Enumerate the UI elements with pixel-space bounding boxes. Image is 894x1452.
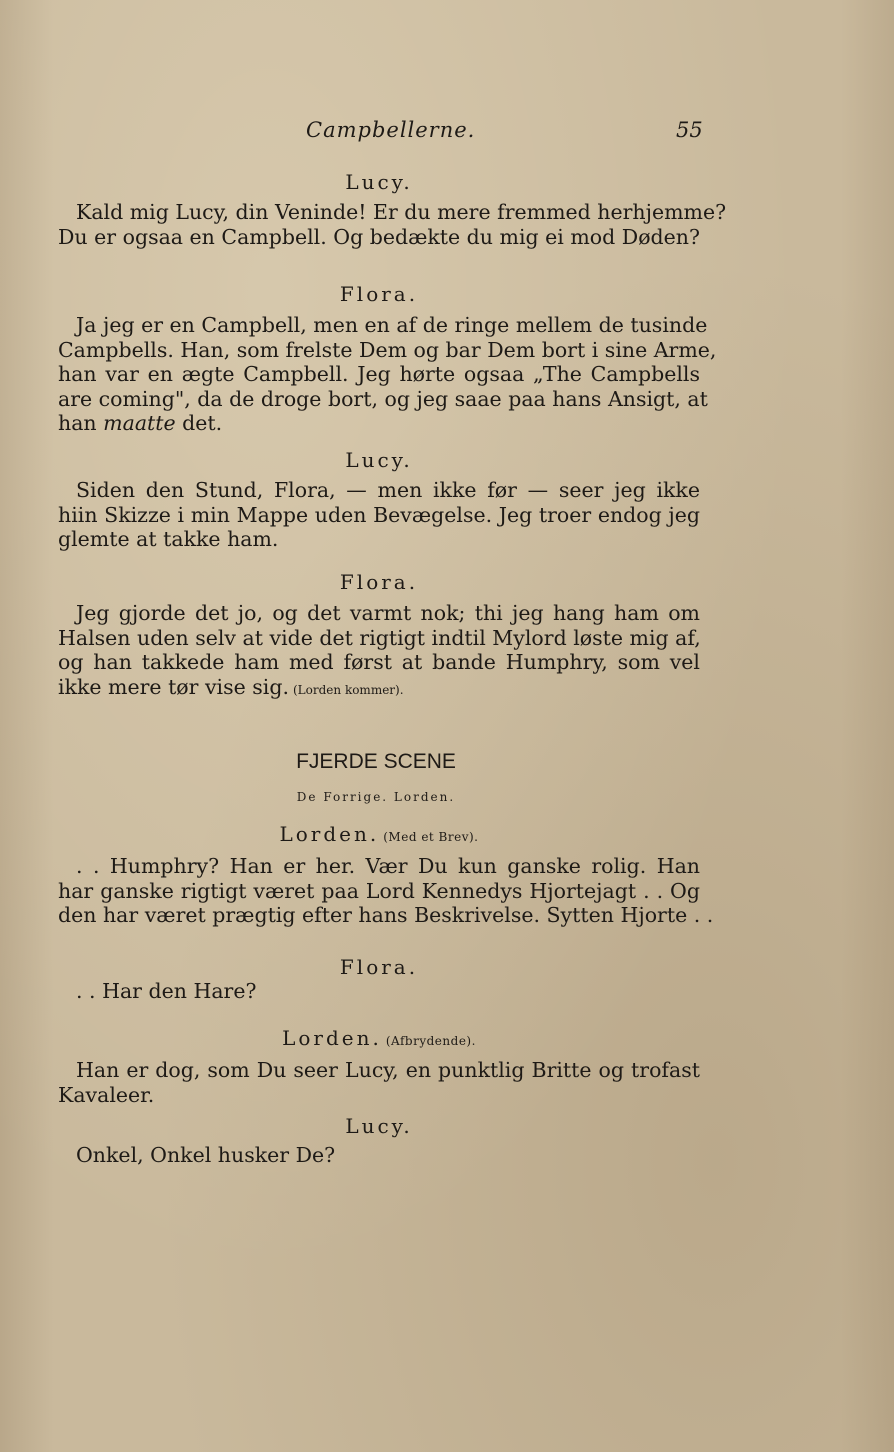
text-line: glemte at takke ham. [58, 527, 279, 552]
text-line: hiin Skizze i min Mappe uden Bevægelse. Jeg troer endog jeg [58, 502, 700, 527]
text-line: har ganske rigtigt været paa Lord Kennedys Hjortejagt . . Og [58, 878, 700, 903]
speaker-name: Flora. [339, 282, 419, 306]
text-line [58, 411, 700, 436]
dialogue-block-flora-2 [58, 570, 700, 699]
speaker-name: Flora. [339, 955, 419, 979]
dialogue-block-lucy-3 [58, 1114, 700, 1168]
speaker-name: Lucy. [345, 170, 413, 194]
text-line: han var en ægte Campbell. Jeg hørte ogsaa „The Campbells [58, 362, 700, 387]
text-run: ikke mere tør vise sig. [58, 674, 289, 699]
speaker-line [58, 822, 700, 846]
text-line: Du er ogsaa en Campbell. Og bedækte du mig ei mod Døden? [58, 224, 700, 249]
speaker-name: Lorden. [282, 1026, 382, 1050]
scene-title: FJERDE SCENE [296, 750, 456, 773]
running-head [0, 118, 894, 148]
text-line: Onkel, Onkel husker De? [76, 1143, 336, 1167]
dialogue-block-lorden-2 [58, 1026, 700, 1107]
dialogue-block-lorden-1 [58, 822, 714, 928]
text-line: Ja jeg er en Campbell, men en af de ringe mellem de tusinde [76, 313, 708, 337]
text-line: og han takkede ham med først at bande Humphry, som vel [58, 650, 700, 675]
emphasized-word: maatte [103, 411, 176, 436]
dialogue-block-lucy-1 [58, 170, 727, 249]
scene-persons: De Forrige. Lorden. [296, 790, 456, 804]
running-title: Campbellerne. [306, 118, 476, 142]
speaker-name: Lorden. [279, 822, 380, 846]
text-run: det. [175, 411, 223, 436]
dialogue-block-flora-3 [58, 955, 700, 1004]
text-line: Kavaleer. [58, 1082, 155, 1107]
page-number: 55 [676, 118, 703, 142]
text-line: . . Humphry? Han er her. Vær Du kun ganske rolig. Han [76, 854, 700, 878]
text-line: Jeg gjorde det jo, og det varmt nok; thi jeg hang ham om [76, 601, 700, 625]
text-line: Siden den Stund, Flora, — men ikke før — seer jeg ikke [76, 478, 700, 502]
dialogue-block-flora-1 [58, 282, 717, 436]
text-line [58, 675, 700, 700]
speaker-name: Lucy. [345, 448, 413, 472]
text-line: Kald mig Lucy, din Veninde! Er du mere fremmed herhjemme? [76, 200, 727, 224]
stage-direction: (Lorden kommer). [293, 682, 404, 697]
speaker-name: Flora. [339, 570, 419, 594]
dialogue-block-lucy-2 [58, 448, 700, 552]
text-line: Campbells. Han, som frelste Dem og bar Dem bort i sine Arme, [58, 337, 717, 362]
stage-direction: (Afbrydende). [385, 1034, 476, 1048]
text-line: den har været prægtig efter hans Beskrivelse. Sytten Hjorte . . [58, 903, 714, 928]
text-line: Halsen uden selv at vide det rigtigt indtil Mylord løste mig af, [58, 625, 701, 650]
speaker-name: Lucy. [345, 1114, 413, 1138]
text-run: han [58, 411, 104, 436]
text-line: Han er dog, som Du seer Lucy, en punktlig Britte og trofast [76, 1058, 700, 1082]
speaker-line [58, 1026, 700, 1050]
text-line: are coming", da de droge bort, og jeg saae paa hans Ansigt, at [58, 386, 708, 411]
text-line: . . Har den Hare? [76, 979, 257, 1003]
stage-direction: (Med et Brev). [383, 830, 479, 844]
